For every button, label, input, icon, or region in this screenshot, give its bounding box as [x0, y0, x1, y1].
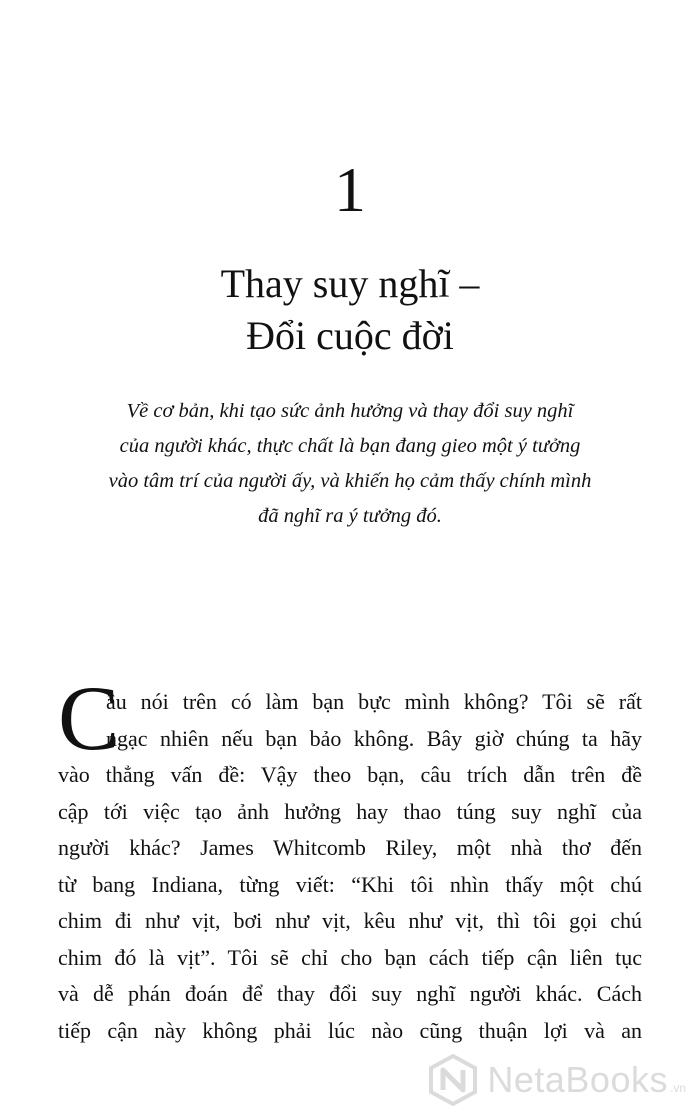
body-line-9: và dễ phán đoán để thay đổi suy nghĩ người khác. Cách	[58, 981, 642, 1006]
netabooks-logo-icon	[427, 1054, 479, 1106]
body-line-1: âu nói trên có làm bạn bực mình không? Tôi sẽ rất	[106, 689, 642, 714]
body-line-2: ngạc nhiên nếu bạn bảo không. Bây giờ chúng ta hãy	[106, 725, 642, 751]
body-line-7: chim đi như vịt, bơi như vịt, kêu như vịt, thì tôi gọi chú	[58, 908, 642, 933]
body-line-4: cập tới việc tạo ảnh hưởng hay thao túng suy nghĩ của	[58, 798, 642, 824]
watermark-text: NetaBooks	[487, 1059, 668, 1100]
epigraph-line-4: đã nghĩ ra ý tưởng đó.	[258, 505, 442, 527]
epigraph	[50, 394, 650, 534]
body-line-3: vào thẳng vấn đề: Vậy theo bạn, câu trích dẫn trên đề	[58, 762, 642, 787]
chapter-title	[0, 258, 700, 362]
netabooks-watermark	[427, 1054, 686, 1106]
body-line-8: chim đó là vịt”. Tôi sẽ chỉ cho bạn cách tiếp cận liên tục	[58, 944, 642, 970]
chapter-title-line-1: Thay suy nghĩ –	[220, 261, 480, 306]
epigraph-line-1: Về cơ bản, khi tạo sức ảnh hưởng và thay đổi suy nghĩ	[126, 400, 574, 422]
epigraph-line-3: vào tâm trí của người ấy, và khiến họ cảm thấy chính mình	[108, 470, 592, 492]
watermark-suffix: .vn	[669, 1081, 686, 1095]
body-line-5: người khác? James Whitcomb Riley, một nhà thơ đến	[58, 835, 642, 860]
body-paragraph	[58, 684, 642, 1049]
body-line-6: từ bang Indiana, từng viết: “Khi tôi nhìn thấy một chú	[58, 871, 642, 897]
chapter-number: 1	[334, 154, 366, 225]
drop-cap: C	[58, 667, 120, 769]
epigraph-line-2: của người khác, thực chất là bạn đang gieo một ý tưởng	[119, 435, 581, 457]
body-line-10: tiếp cận này không phải lúc nào cũng thuận lợi và an	[58, 1017, 642, 1043]
chapter-title-line-2: Đổi cuộc đời	[246, 313, 454, 358]
